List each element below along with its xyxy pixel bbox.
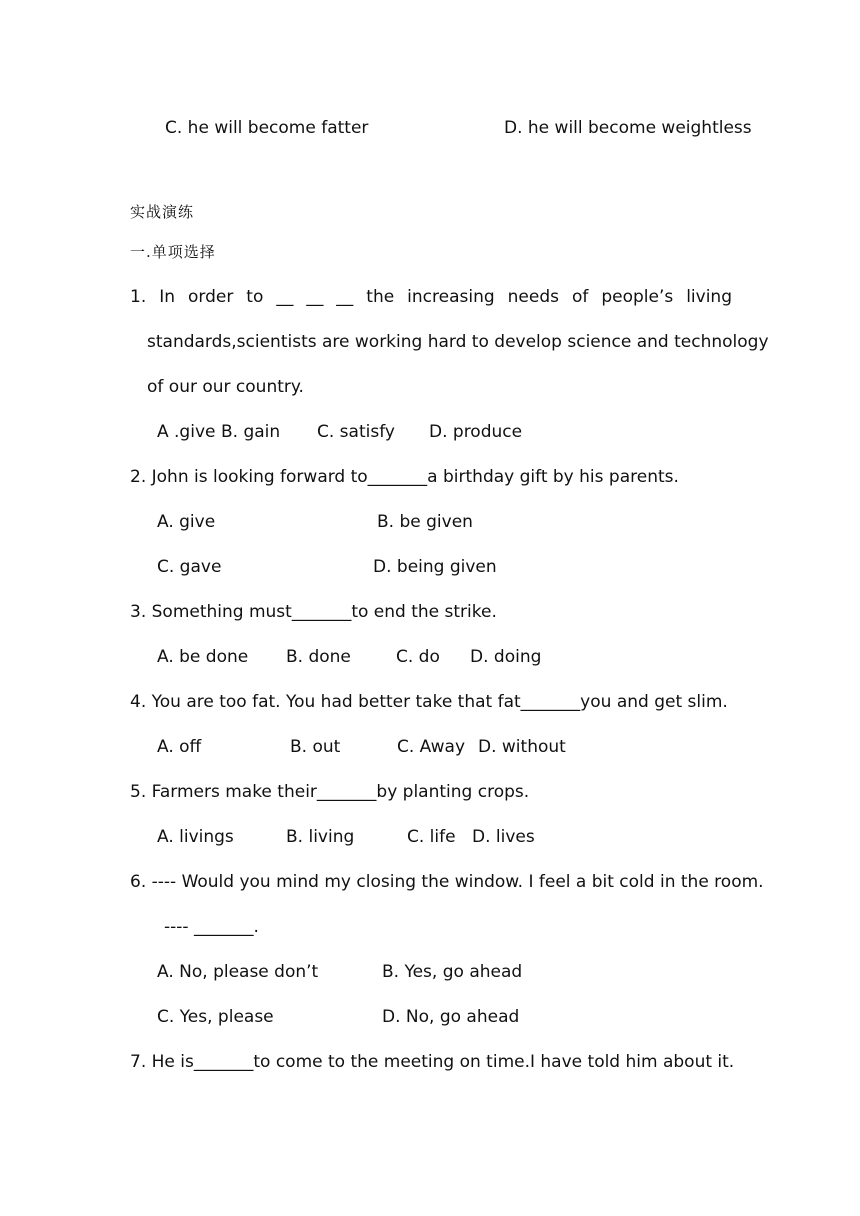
question-6-option-b: B. Yes, go ahead <box>382 962 523 982</box>
question-4-option-c: C. Away <box>397 737 465 757</box>
question-1-option-d: D. produce <box>429 422 523 442</box>
question-1-option-a: A .give <box>157 422 216 442</box>
question-6-stem-line-2: ---- _______. <box>164 917 259 937</box>
question-6-option-a: A. No, please don’t <box>157 962 319 982</box>
prev-option-d: D. he will become weightless <box>504 118 752 138</box>
question-6-option-c: C. Yes, please <box>157 1007 274 1027</box>
question-5-stem: 5. Farmers make their_______by planting crops. <box>130 782 530 802</box>
section-title: 实战演练 <box>130 203 195 221</box>
question-3-stem: 3. Something must_______to end the strike. <box>130 602 497 622</box>
prev-option-c: C. he will become fatter <box>165 118 369 138</box>
question-7-stem: 7. He is_______to come to the meeting on time.I have told him about it. <box>130 1052 735 1072</box>
question-4-option-b: B. out <box>290 737 341 757</box>
question-3-option-b: B. done <box>286 647 351 667</box>
question-1-stem-line-3: of our our country. <box>147 377 304 397</box>
question-3-option-a: A. be done <box>157 647 249 667</box>
question-6-option-d: D. No, go ahead <box>382 1007 520 1027</box>
question-4-option-d: D. without <box>478 737 566 757</box>
question-3-option-d: D. doing <box>470 647 542 667</box>
question-5-option-d: D. lives <box>472 827 535 847</box>
question-2-option-b: B. be given <box>377 512 473 532</box>
question-5-option-a: A. livings <box>157 827 234 847</box>
question-1-stem-line-2: standards,scientists are working hard to develop science and technology <box>147 332 769 352</box>
question-3-option-c: C. do <box>396 647 440 667</box>
question-2-stem: 2. John is looking forward to_______a birthday gift by his parents. <box>130 467 679 487</box>
question-1-stem-line-1: 1. In order to __ __ __ the increasing needs of people’s living <box>130 287 732 307</box>
question-6-stem-line-1: 6. ---- Would you mind my closing the window. I feel a bit cold in the room. <box>130 872 764 892</box>
question-1-option-c: C. satisfy <box>317 422 395 442</box>
question-5-option-c: C. life <box>407 827 456 847</box>
question-1-option-b: B. gain <box>221 422 281 442</box>
question-2-option-d: D. being given <box>373 557 497 577</box>
question-5-option-b: B. living <box>286 827 355 847</box>
question-2-option-a: A. give <box>157 512 216 532</box>
section-subtitle: 一.单项选择 <box>130 243 216 261</box>
question-4-stem: 4. You are too fat. You had better take that fat_______you and get slim. <box>130 692 728 712</box>
question-4-option-a: A. off <box>157 737 202 757</box>
question-2-option-c: C. gave <box>157 557 222 577</box>
